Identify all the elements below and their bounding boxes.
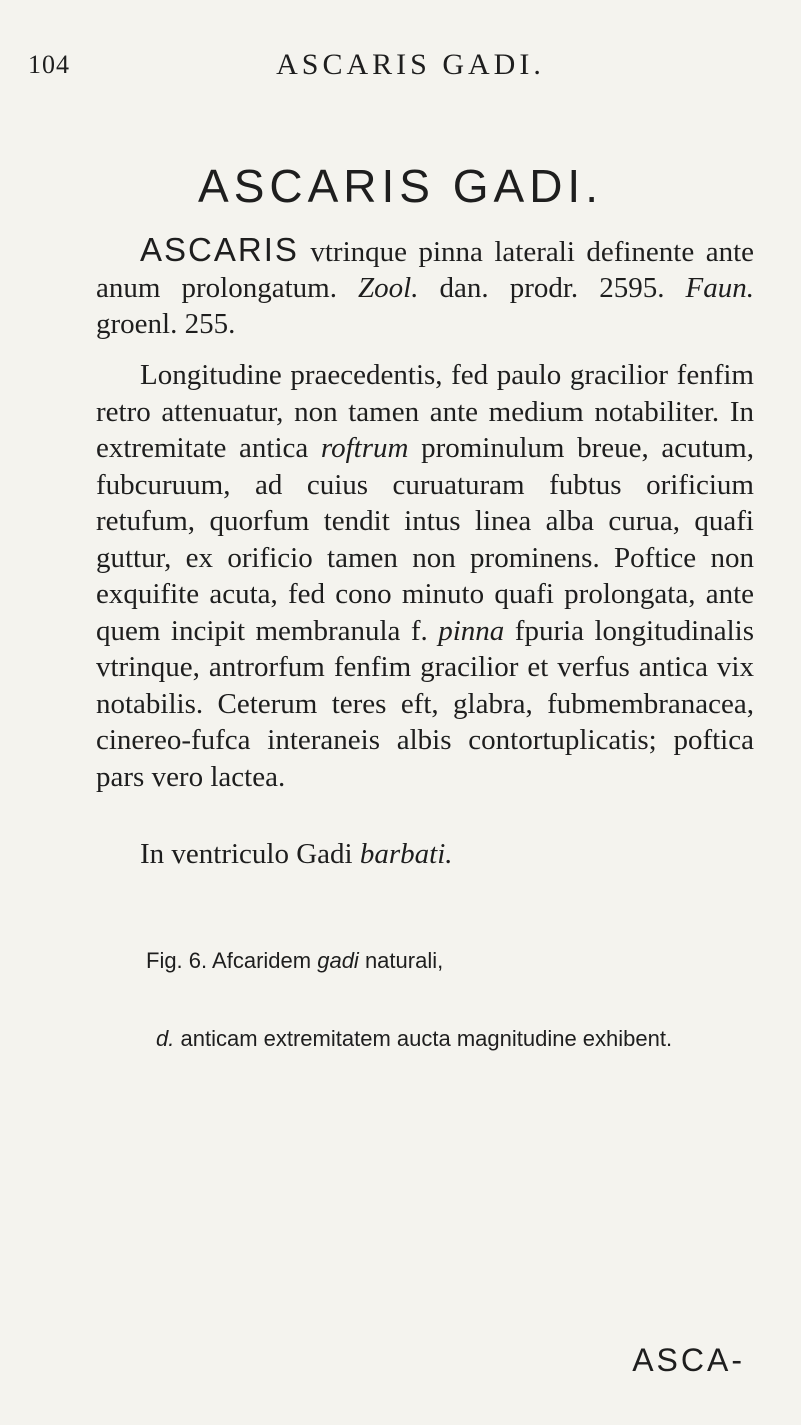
body-text-1: Longitudine praecedentis, fed paulo gracilior fenfim retro attenuatur, non tamen ante medium notabiliter. In extremitate antica (96, 359, 754, 464)
page-number: 104 (28, 50, 70, 79)
figure-d-text: anticam extremitatem aucta magnitudine exhibent. (180, 1026, 673, 1051)
figure-text: Afcaridem (212, 948, 312, 973)
habitat-line (96, 836, 754, 872)
body-text-3: fpuria longitudinalis vtrinque, antrorfum fenfim gracilior et verfus antica vix notabilis. Ceterum teres eft, glabra, fubmembranacea, cinereo-fufca interaneis albis contortuplicatis; poftica pars vero lactea. (96, 614, 754, 793)
body-paragraph (96, 357, 754, 795)
figure-italic: gadi (317, 948, 359, 973)
species-description (96, 232, 754, 342)
reference-zool-detail: dan. prodr. 2595. (439, 272, 665, 304)
body-term-rostrum: roftrum (320, 432, 409, 464)
reference-zool: Zool. (358, 272, 419, 304)
figure-d-label: d. (156, 1026, 175, 1051)
description-lead: ASCARIS (140, 231, 299, 268)
reference-faun-detail: groenl. 255. (96, 308, 236, 340)
reference-faun: Faun. (685, 272, 755, 304)
figure-rest: naturali, (364, 948, 444, 973)
page-title: ASCARIS GADI. (198, 159, 603, 212)
body-term-pinna: pinna (438, 614, 505, 647)
figure-d-caption (96, 1024, 756, 1054)
figure-caption (96, 946, 756, 976)
description-text: vtrinque pinna laterali definente ante anum prolongatum. (96, 236, 755, 304)
body-text-2: prominulum breue, acutum, fubcuruum, ad cuius curuaturam fubtus orificium retufum, quorfum tendit intus linea alba curua, quafi guttur, ex orificio tamen non prominens. Poftice non exquifite acuta, fed cono minuto quafi prolongata, ante quem incipit membranula f. (96, 432, 754, 647)
running-title: ASCARIS GADI. (276, 48, 545, 81)
habitat-host: barbati. (359, 838, 453, 870)
figure-label: Fig. 6. (146, 948, 208, 973)
catchword: ASCA- (632, 1342, 745, 1378)
habitat-text: In ventriculo Gadi (140, 838, 353, 870)
